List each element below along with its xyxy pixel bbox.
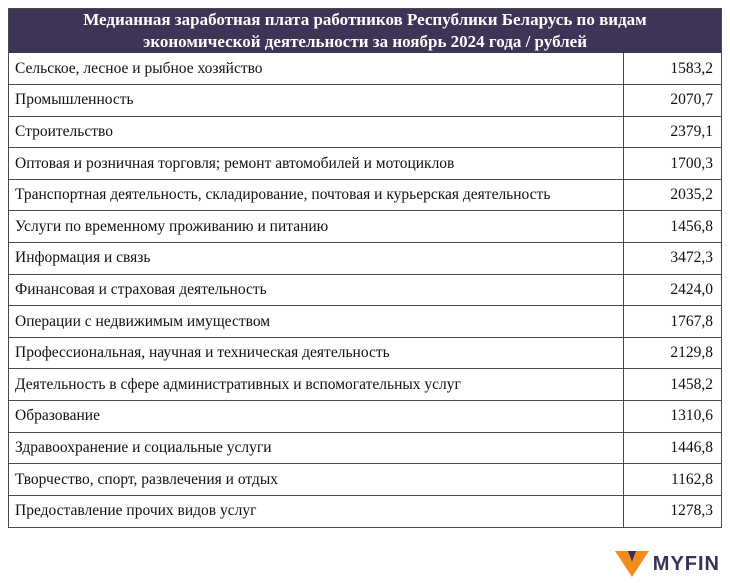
median-salary-value: 1162,8 <box>623 464 721 496</box>
activity-label: Предоставление прочих видов услуг <box>9 495 623 527</box>
table-row <box>9 116 721 148</box>
median-salary-value: 1446,8 <box>623 432 721 464</box>
activity-label: Услуги по временному проживанию и питанию <box>9 211 623 243</box>
table-row <box>9 464 721 496</box>
activity-label: Образование <box>9 401 623 433</box>
table-title <box>9 9 721 53</box>
table-row <box>9 148 721 180</box>
median-salary-value: 2129,8 <box>623 337 721 369</box>
activity-label: Здравоохранение и социальные услуги <box>9 432 623 464</box>
activity-label: Операции с недвижимым имуществом <box>9 306 623 338</box>
activity-label: Транспортная деятельность, складирование, почтовая и курьерская деятельность <box>9 179 623 211</box>
median-salary-value: 1700,3 <box>623 148 721 180</box>
table-row <box>9 53 721 85</box>
activity-label: Деятельность в сфере административных и вспомогательных услуг <box>9 369 623 401</box>
median-salary-value: 1458,2 <box>623 369 721 401</box>
median-salary-value: 2379,1 <box>623 116 721 148</box>
activity-label: Оптовая и розничная торговля; ремонт автомобилей и мотоциклов <box>9 148 623 180</box>
median-salary-value: 1310,6 <box>623 401 721 433</box>
activity-label: Профессиональная, научная и техническая деятельность <box>9 337 623 369</box>
activity-label: Творчество, спорт, развлечения и отдых <box>9 464 623 496</box>
activity-label: Строительство <box>9 116 623 148</box>
myfin-logo-icon <box>615 551 649 577</box>
table-row <box>9 432 721 464</box>
table-row <box>9 337 721 369</box>
activity-label: Информация и связь <box>9 243 623 275</box>
table-row <box>9 495 721 527</box>
table-title-line-2: экономической деятельности за ноябрь 2024 года / рублей <box>142 32 588 51</box>
activity-label: Сельское, лесное и рыбное хозяйство <box>9 53 623 85</box>
activity-label: Финансовая и страховая деятельность <box>9 274 623 306</box>
median-salary-value: 2424,0 <box>623 274 721 306</box>
table-row <box>9 85 721 117</box>
table-title-line-1: Медианная заработная плата работников Республики Беларусь по видам <box>83 10 647 29</box>
table-row <box>9 243 721 275</box>
table-row <box>9 401 721 433</box>
table-row <box>9 274 721 306</box>
table-row <box>9 211 721 243</box>
median-salary-value: 2035,2 <box>623 179 721 211</box>
median-salary-value: 2070,7 <box>623 85 721 117</box>
table-row <box>9 306 721 338</box>
myfin-logo <box>615 549 720 579</box>
median-salary-value: 1278,3 <box>623 495 721 527</box>
median-salary-value: 1456,8 <box>623 211 721 243</box>
median-salary-value: 1767,8 <box>623 306 721 338</box>
activity-label: Промышленность <box>9 85 623 117</box>
median-salary-value: 3472,3 <box>623 243 721 275</box>
table-row <box>9 179 721 211</box>
median-salary-value: 1583,2 <box>623 53 721 85</box>
myfin-logo-text: MYFIN <box>652 552 720 575</box>
salary-table-body <box>9 53 721 527</box>
salary-table <box>8 8 722 528</box>
table-row <box>9 369 721 401</box>
